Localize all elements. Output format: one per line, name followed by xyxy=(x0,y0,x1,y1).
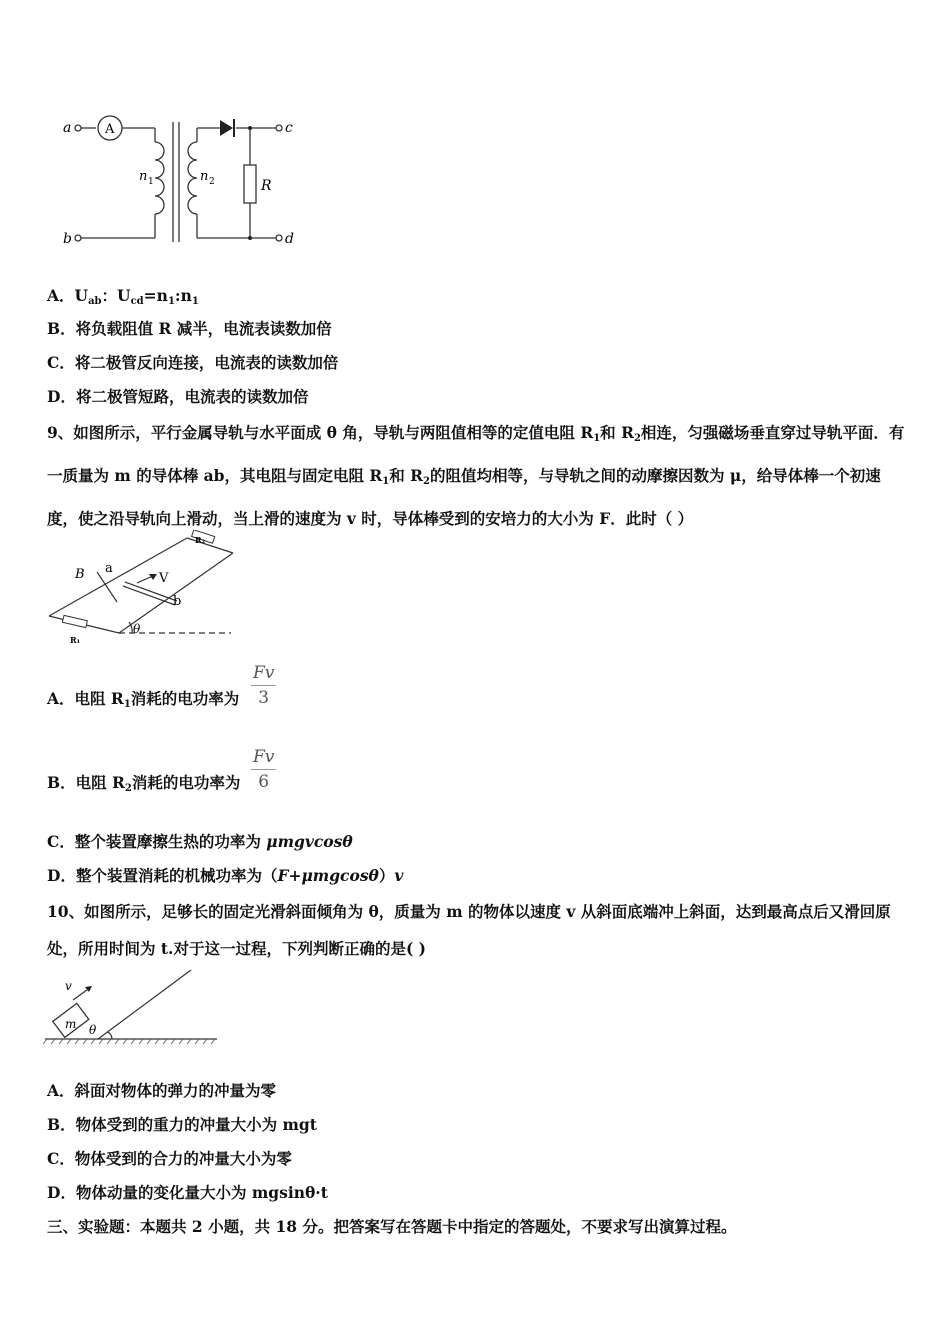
resistor-label: R xyxy=(261,178,272,194)
q8-option-d: D．将二极管短路，电流表的读数加倍 xyxy=(47,387,309,406)
incline-block-figure xyxy=(43,968,223,1048)
q9-option-c: C．整个装置摩擦生热的功率为 μmgvcosθ xyxy=(47,832,353,851)
r2-label: R₂ xyxy=(195,535,206,545)
n2-sub: 2 xyxy=(209,177,215,187)
n2-label: n xyxy=(200,169,209,184)
q10-option-d: D．物体动量的变化量大小为 mgsinθ·t xyxy=(47,1183,328,1202)
n1-sub: 1 xyxy=(148,177,154,187)
velocity-v-label: v xyxy=(65,979,72,993)
rod-end-a-label: a xyxy=(105,561,113,576)
inclined-rails-figure xyxy=(45,530,245,645)
transformer-circuit-figure xyxy=(55,110,315,250)
field-b-label: B xyxy=(75,567,85,582)
velocity-v-label: V xyxy=(159,571,169,586)
section-3-heading: 三、实验题：本题共 2 小题，共 18 分。把答案写在答题卡中指定的答题处，不要求写出演算过程。 xyxy=(47,1217,737,1236)
q8-option-b: B．将负载阻值 R 减半，电流表读数加倍 xyxy=(47,319,332,338)
terminal-c-label: c xyxy=(285,120,293,136)
q10-option-a: A．斜面对物体的弹力的冲量为零 xyxy=(47,1081,277,1100)
q10-option-b: B．物体受到的重力的冲量大小为 mgt xyxy=(47,1115,317,1134)
terminal-b-label: b xyxy=(63,231,72,247)
rod-end-b-label: b xyxy=(173,594,182,609)
q10-stem: 10、如图所示，足够长的固定光滑斜面倾角为 θ，质量为 m 的物体以速度 v 从斜面底端冲上斜面，达到最高点后又滑回原处，所用时间为 t.对于这一过程，下列判断正确的是( ) xyxy=(47,902,891,958)
q10-option-c: C．物体受到的合力的冲量大小为零 xyxy=(47,1149,292,1168)
q9-option-a: A．电阻 $R_1$消耗的电功率为 xyxy=(47,689,240,710)
q9-stem: 9、如图所示，平行金属导轨与水平面成 θ 角，导轨与两阻值相等的定值电阻 $R_1$和 $R_2$相连，匀强磁场垂直穿过导轨平面．有一质量为 m 的导体棒 ab，其电阻与固定电阻 $R_1$和 $R_2$的阻值均相等，与导轨之间的动摩擦因数为 μ，给导体棒一个初速度，使之沿导轨向上滑动，当上滑的速度为 v 时，导体棒受到的安培力的大小为 F．此时（ ） xyxy=(47,423,905,528)
terminal-a-label: a xyxy=(63,120,72,136)
n1-label: n xyxy=(139,169,148,184)
terminal-d-label: d xyxy=(285,231,294,247)
q8-option-c: C．将二极管反向连接，电流表的读数加倍 xyxy=(47,353,339,372)
ammeter-label: A xyxy=(105,122,115,137)
q9-option-d: D．整个装置消耗的机械功率为（F+μmgcosθ）v xyxy=(47,866,404,885)
q9-option-b: B．电阻 $R_2$消耗的电功率为 xyxy=(47,773,241,794)
block-m-label: m xyxy=(65,1017,77,1031)
angle-theta-label: θ xyxy=(89,1023,97,1037)
angle-theta-label: θ xyxy=(133,622,141,636)
q9-b-fraction: $\frac{Fv}{6}$ xyxy=(253,747,275,792)
r1-label: R₁ xyxy=(70,635,81,645)
q8-option-a: A．$U_{ab}$：$U_{cd}=n_1:n_1$ xyxy=(47,286,199,307)
q9-a-fraction: $\frac{Fv}{3}$ xyxy=(253,663,275,708)
